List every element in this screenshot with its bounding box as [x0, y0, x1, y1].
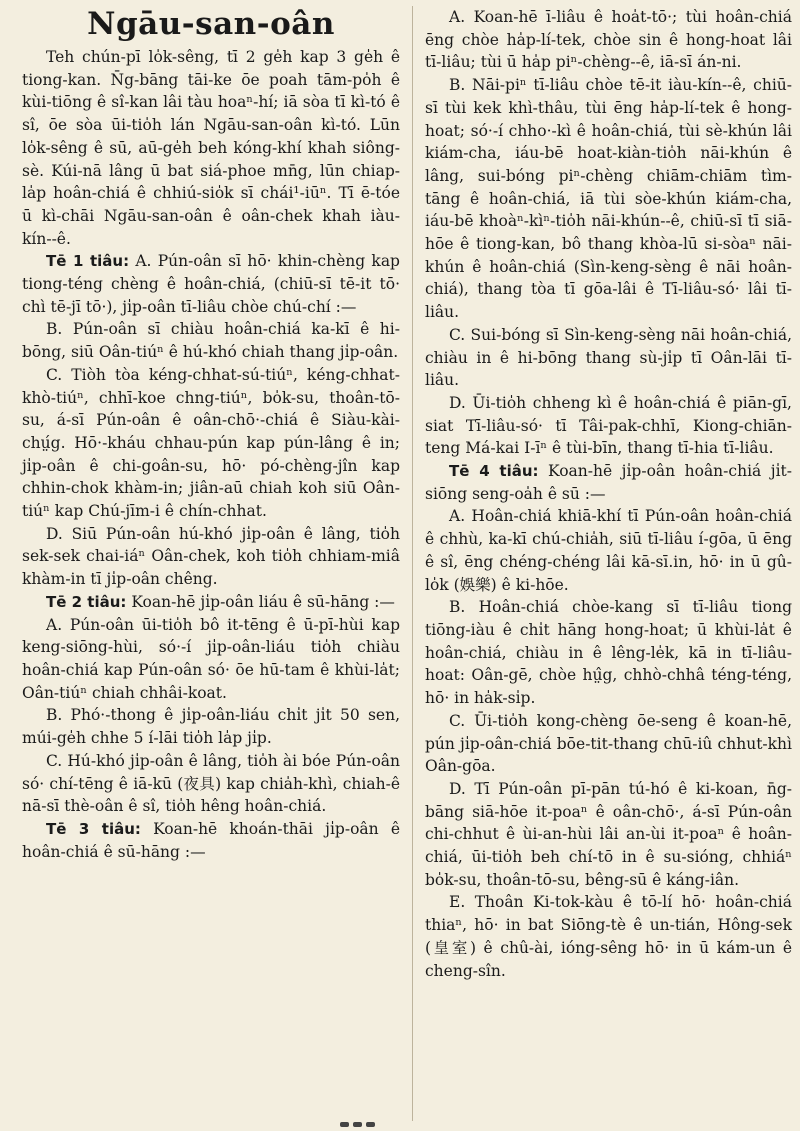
article-4-intro [425, 460, 792, 505]
article-1-a [22, 250, 400, 318]
article-3-intro [22, 818, 400, 863]
article-2-c: C. Hú-khó ji̍p-oân ê lâng, tio̍h ài bóe Pún-oân só· chí-tēng ê iā-kū (夜具) kap chia̍h-khì, chiah-ê nā-sī thè-oân ê sî, tio̍h hêng hoân-chiá. [22, 751, 400, 816]
article-2-heading: Tē 2 tiâu: [46, 592, 127, 611]
left-column [22, 6, 402, 1121]
article-4-heading: Tē 4 tiâu: [449, 462, 539, 481]
article-3-d: D. Ūi-tio̍h chheng kì ê hoân-chiá ê piān-gī, siat Tī-liâu-só· tī Tâi-pak-chhī, Kiong-chiān-teng Má-kai I-īⁿ ê tùi-bīn, thang tī-hia tī-liâu. [425, 393, 792, 458]
article-2-intro [22, 591, 400, 614]
article-4-c: C. Ūi-tio̍h kong-chèng ōe-seng ê koan-hē, pún ji̍p-oân-chiá bōe-tit-thang chū-iû chhut-khì Oân-gōa. [425, 711, 792, 776]
article-1-heading: Tē 1 tiâu: [46, 252, 130, 271]
article-2-intro-text: Koan-hē ji̍p-oân liáu ê sū-hāng :— [131, 592, 395, 611]
article-4-a: A. Hoân-chiá khiā-khí tī Pún-oân hoân-chiá ê chhù, ka-kī chú-chia̍h, siū tī-liâu í-gōa, ū ēng ê sî, ēng chéng-chéng lâi kā-sī.in, hō· in ū gû-lo̍k (娛樂) ê ki-hōe. [425, 507, 792, 594]
article-4-e: E. Thoân Ki-tok-kàu ê tō-lí hō· hoân-chiá thiaⁿ, hō· in bat Siōng-tè ê un-tián, Hông-sek (皇室) ê chû-ài, ióng-sêng hō· in ū kám-un ê cheng-sîn. [425, 893, 792, 980]
page-title: Ngāu-san-oân [87, 6, 335, 42]
article-4-b: B. Hoân-chiá chòe-kang sī tī-liâu tiong tiōng-iàu ê chi̍t hāng hong-hoat; ū khùi-la̍t ê hoân-chiá, chiàu in ê lêng-le̍k, kā in tī-liâu-hoat: Oân-gē, chòe hṳ̂g, chhò-chhâ téng-téng, hō· in ha̍k-si̍p. [425, 598, 792, 708]
article-1-c: C. Tiòh tòa kéng-chhat-sú-tiúⁿ, kéng-chhat-khò-tiúⁿ, chhī-koe chng-tiúⁿ, bo̍k-su, thoân-tō-su, á-sī Pún-oân ê oân-chō·-chiá ê Siàu-kài-chṳ́g. Hō·-kháu chhau-pún kap pún-lâng ê in; ji̍p-oân ê chi-goân-su, hō· pó-chèng-jîn kap chhin-chok khàm-in; jiân-aū chiah koh siū Oân-tiúⁿ kap Chú-jīm-i ê chín-chhat. [22, 365, 400, 521]
article-1-b: B. Pún-oân sī chiàu hoân-chiá ka-kī ê hi-bōng, siū Oân-tiúⁿ ê hú-khó chiah thang ji̍p-oân. [22, 320, 400, 362]
article-1-d: D. Siū Pún-oân hú-khó ji̍p-oân ê lâng, tio̍h sek-sek chai-iáⁿ Oân-chek, koh tio̍h chhiam-miâ khàm-in tī ji̍p-oân chêng. [22, 524, 400, 589]
article-1-a-text: A. Pún-oân sī hō· khin-chèng kap tiong-téng chèng ê hoân-chiá, (chiū-sī tē-it tō· chì tē-jī tō·), ji̍p-oân tī-liâu chòe chú-chí :— [22, 252, 400, 316]
columns [22, 6, 792, 1121]
article-4-d: D. Tī Pún-oân pī-pān tú-hó ê ki-koan, n̄g-bāng siā-hōe it-poaⁿ ê oân-chō·, á-sī Pún-oân chi-chhut ê ùi-an-hùi lâi an-ùi it-poaⁿ ê hoân-chiá, ūi-tio̍h beh chí-tō in ê su-sióng, chhiáⁿ bo̍k-su, thoân-tō-su, bêng-sū ê káng-iân. [425, 779, 792, 889]
article-3-c: C. Sui-bóng sī Sìn-keng-sèng nāi hoân-chiá, chiàu in ê hi-bōng thang sù-ji̍p tī Oân-lāi tī-liâu. [425, 325, 792, 390]
right-column [412, 6, 792, 1121]
page-footer-mark [340, 1112, 400, 1117]
article-4-intro-text: Koan-hē ji̍p-oân hoân-chiá ji̍t-siōng seng-oa̍h ê sū :— [425, 462, 792, 503]
intro-paragraph: Teh chún-pī lo̍k-sêng, tī 2 ge̍h kap 3 ge̍h ê tiong-kan. N̄g-bāng tāi-ke ōe poah tām-po̍h ê kùi-tiōng ê sî-kan lâi tàu hoaⁿ-hí; iā sòa tī kì-tó ê sî, ōe sòa ūi-tio̍h lán Ngāu-san-oân kì-tó. Lūn lo̍k-sêng ê sū, aū-ge̍h beh kóng-khí khah siông-sè. Kúi-nā lâng ū bat siá-phoe mn̄g, lūn chiap-la̍p hoân-chiá ê chhiú-sio̍k sī chái¹-iūⁿ. Tī ē-tóe ū kì-chāi Ngāu-san-oân ê oân-chek khah iàu-kín--ê. [22, 48, 400, 248]
article-3-a: A. Koan-hē ī-liâu ê hoa̍t-tō·; tùi hoân-chiá ēng chòe ha̍p-lí-tek, chòe sin ê hong-hoat lâi tī-liâu; tùi ū ha̍p piⁿ-chèng--ê, iā-sī án-ni. [425, 8, 792, 72]
article-2-b: B. Phó·-thong ê ji̍p-oân-liáu chi̍t ji̍t 50 sen, múi-ge̍h chhe 5 í-lāi tio̍h la̍p ji̍p. [22, 706, 400, 748]
article-3-b: B. Nāi-piⁿ tī-liâu chòe tē-it iàu-kín--ê, chiū-sī tùi kek khì-thâu, tùi ēng ha̍p-lí-tek ê hong-hoat; só·-í chho·-kì ê hoân-chiá, tùi sè-khún lâi kiám-cha, iáu-bē hoat-kiàn-tio̍h nāi-khún ê lâng, sui-bóng piⁿ-chèng chiām-chiām tìm-tāng ê hoân-chiá, iā tùi sòe-khún kiám-cha, iáu-bē khoàⁿ-kìⁿ-tio̍h nāi-khún--ê, chiū-sī tī siā-hōe ê tiong-kan, bô thang khòa-lū si-sòaⁿ nāi-khún ê hoân-chiá (Sìn-keng-sèng ê nāi hoân-chiá), thang tòa tī gōa-lâi ê Tī-liâu-só· lâi tī-liâu. [425, 76, 792, 322]
article-2-a: A. Pún-oân ūi-tio̍h bô it-tēng ê ū-pī-hùi kap keng-siōng-hùi, só·-í ji̍p-oân-liáu tio̍h chiàu hoân-chiá kap Pún-oân só· ōe hū-tam ê khùi-la̍t; Oân-tiúⁿ chiah chhâi-koat. [22, 615, 400, 702]
article-3-intro-text: Koan-hē khoán-thāi ji̍p-oân ê hoân-chiá ê sū-hāng :— [22, 819, 400, 861]
article-3-heading: Tē 3 tiâu: [46, 819, 141, 838]
